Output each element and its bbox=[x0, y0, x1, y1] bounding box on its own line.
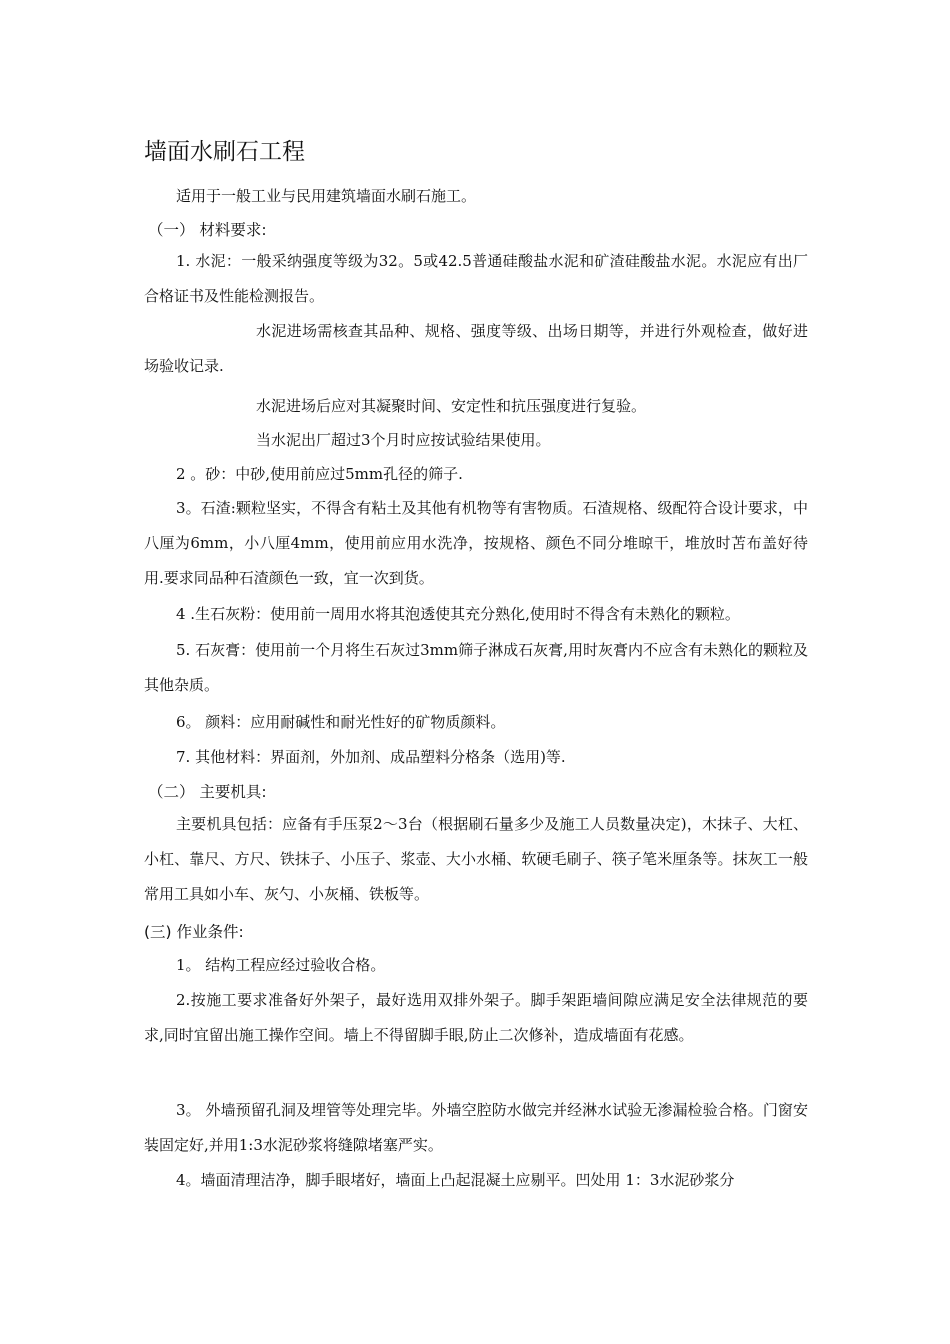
materials-item-cement: 1. 水泥：一般采纳强度等级为32。5或42.5普通硅酸盐水泥和矿渣硅酸盐水泥。水泥应有出厂合格证书及性能检测报告。 bbox=[144, 252, 808, 305]
cement-note-inspection: 水泥进场需核查其品种、规格、强度等级、出场日期等，并进行外观检查，做好进场验收记录. bbox=[144, 322, 808, 375]
materials-item-pigment: 6。 颜料：应用耐碱性和耐光性好的矿物质颜料。 bbox=[176, 713, 506, 731]
section-heading-conditions: (三) 作业条件: bbox=[144, 923, 244, 941]
section-heading-materials: （一） 材料要求: bbox=[148, 221, 267, 239]
materials-item-gravel: 3。石渣:颗粒坚实，不得含有粘土及其他有机物等有害物质。石渣规格、级配符合设计要求，中八厘为6mm，小八厘4mm，使用前应用水洗净，按规格、颜色不同分堆晾干，堆放时苫布盖好待用.要求同品种石渣颜色一致，宜一次到货。 bbox=[144, 499, 808, 587]
materials-item-other: 7. 其他材料：界面剂，外加剂、成品塑料分格条（选用)等. bbox=[176, 748, 566, 766]
section-heading-tools: （二） 主要机具: bbox=[148, 783, 267, 801]
materials-item-quicklime: 4 .生石灰粉：使用前一周用水将其泡透使其充分熟化,使用时不得含有未熟化的颗粒。 bbox=[176, 605, 740, 623]
intro-paragraph: 适用于一般工业与民用建筑墙面水刷石施工。 bbox=[176, 187, 477, 205]
materials-item-lime-putty: 5. 石灰膏：使用前一个月将生石灰过3mm筛子淋成石灰膏,用时灰膏内不应含有未熟化的颗粒及其他杂质。 bbox=[144, 641, 808, 694]
conditions-item-structure: 1。 结构工程应经过验收合格。 bbox=[176, 956, 386, 974]
conditions-item-scaffold: 2.按施工要求准备好外架子，最好选用双排外架子。脚手架距墙间隙应满足安全法律规范的要求,同时宜留出施工操作空间。墙上不得留脚手眼,防止二次修补，造成墙面有花感。 bbox=[144, 991, 808, 1044]
materials-item-sand: 2 。砂：中砂,使用前应过5mm孔径的筛子. bbox=[176, 465, 463, 483]
conditions-item-wall-cleaning: 4。墙面清理洁净，脚手眼堵好，墙面上凸起混凝土应剔平。凹处用 1：3水泥砂浆分 bbox=[176, 1171, 735, 1189]
conditions-item-openings: 3。 外墙预留孔洞及埋管等处理完毕。外墙空腔防水做完并经淋水试验无渗漏检验合格。门窗安装固定好,并用1:3水泥砂浆将缝隙堵塞严实。 bbox=[144, 1101, 808, 1154]
cement-note-expiry: 当水泥出厂超过3个月时应按试验结果使用。 bbox=[256, 431, 551, 449]
cement-note-retest: 水泥进场后应对其凝聚时间、安定性和抗压强度进行复验。 bbox=[256, 397, 647, 415]
document-title: 墙面水刷石工程 bbox=[144, 139, 305, 165]
tools-paragraph: 主要机具包括：应备有手压泵2～3台（根据刷石量多少及施工人员数量决定)，木抹子、大杠、小杠、靠尺、方尺、铁抹子、小压子、浆壶、大小水桶、软硬毛刷子、筷子笔米厘条等。抹灰工一般常用工具如小车、灰勺、小灰桶、铁板等。 bbox=[144, 815, 808, 903]
